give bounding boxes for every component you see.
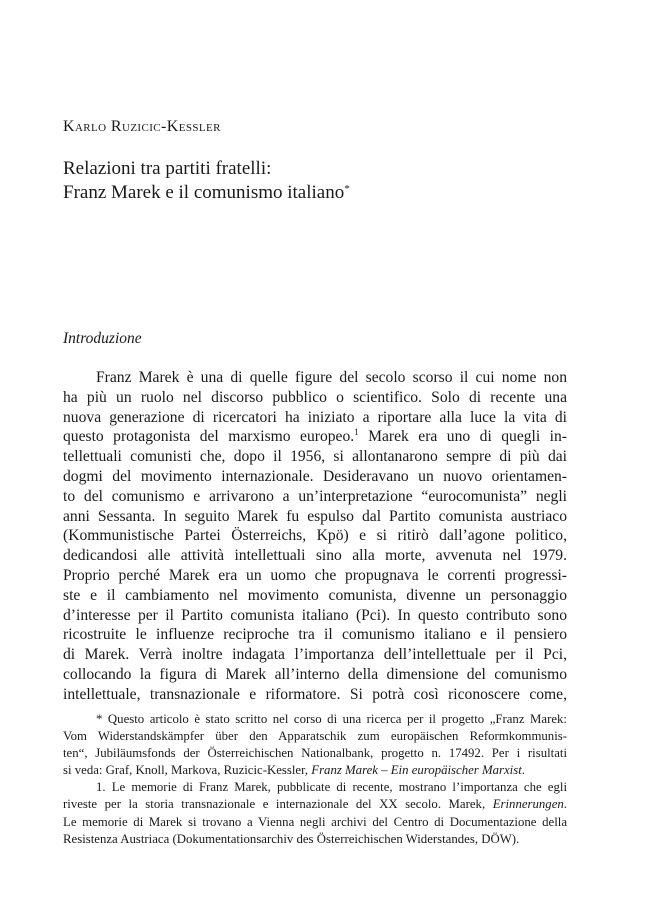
body-line: intellettuale, transnazionale e riformatore. Si potrà così riconoscere come,	[63, 685, 567, 703]
body-line: ha più un ruolo nel discorso pubblico o scientifico. Solo di recente una	[63, 388, 567, 406]
body-line-text: questo protagonista del marxismo europeo.	[63, 428, 355, 446]
body-line: to del comunismo e arrivarono a un’interpretazione “eurocomunista” negli	[63, 487, 567, 505]
footnote-star-line	[63, 762, 567, 779]
body-line	[63, 427, 567, 447]
footnote-star-title: Franz Marek – Ein europäischer Marxist	[311, 763, 522, 778]
body-line: dedicandosi alle attività intellettuali sino alla morte, avvenuta nel 1979.	[63, 547, 567, 565]
body-line: anni Sessanta. In seguito Marek fu espulso dal Partito comunista austriaco	[63, 507, 567, 525]
footnote-1-line: 1. Le memorie di Franz Marek, pubblicate di recente, mostrano l’importanza che egli	[96, 780, 567, 795]
section-heading: Introduzione	[63, 330, 142, 347]
footnote-1-title: Erinnerungen	[492, 797, 564, 812]
body-line: d’interesse per il Partito comunista italiano (Pci). In questo contributo sono	[63, 606, 567, 624]
footnote-1-line: Resistenza Austriaca (Dokumentationsarchiv des Österreichischen Widerstandes, DÖW).	[63, 831, 520, 846]
footnote-star-end: .	[521, 763, 525, 778]
body-line: Franz Marek è una di quelle figure del secolo scorso il cui nome non	[96, 369, 567, 386]
body-line: dogmi del movimento internazionale. Desideravano un nuovo orientamen-	[63, 467, 567, 485]
footnote-star-text: si veda: Graf, Knoll, Markova, Ruzicic-Kessler,	[63, 763, 312, 778]
title-line-2-text: Franz Marek e il comunismo italiano	[63, 182, 345, 203]
title-footnote-mark[interactable]: *	[344, 183, 350, 195]
title-line-2	[63, 181, 350, 205]
body-line: di Marek. Verrà inoltre indagata l’importanza dell’intellettuale per il Pci,	[63, 646, 567, 664]
footnote-ref-1[interactable]: 1	[354, 427, 359, 438]
footnote-star-line: * Questo articolo è stato scritto nel corso di una ricerca per il progetto „Franz Marek:	[96, 712, 567, 726]
footnote-star-line: ten“, Jubiläumsfonds der Österreichischen Nationalbank, progetto n. 17492. Per i risultati	[63, 746, 567, 761]
footnotes	[63, 711, 567, 848]
title-line-1: Relazioni tra partiti fratelli:	[63, 158, 272, 179]
body-line: (Kommunistische Partei Österreichs, Kpö) e si ritirò dall’agone politico,	[63, 527, 567, 545]
author-name: Karlo Ruzicic-Kessler	[63, 118, 221, 135]
body-line: nuova generazione di ricercatori ha iniziato a riportare alla luce la vita di	[63, 408, 567, 426]
footnote-star-line: Vom Widerstandskämpfer über den Apparatschik zum europäischen Reformkommunis-	[63, 729, 567, 744]
body-text	[63, 368, 567, 705]
body-line: Proprio perché Marek era un uomo che propugnava le correnti progressi-	[63, 566, 567, 584]
footnote-1-text: riveste per la storia transnazionale e internazionale del XX secolo. Marek,	[63, 797, 493, 812]
body-line: ste e il cambiamento nel movimento comunista, divenne un personaggio	[63, 586, 567, 604]
footnote-1-after: .	[563, 797, 567, 812]
footnote-1-line	[63, 796, 567, 813]
body-line: ricostruite le influenze reciproche tra il comunismo italiano e il pensiero	[63, 626, 567, 644]
body-line-tail: Marek era uno di quegli in-	[358, 428, 567, 446]
article-title	[63, 157, 350, 205]
body-line: tellettuali comunisti che, dopo il 1956, si allontanarono sempre di più dai	[63, 448, 567, 466]
footnote-1-line: Le memorie di Marek si trovano a Vienna negli archivi del Centro di Documentazione della	[63, 814, 567, 829]
body-line: collocando la figura di Marek all’interno della dimensione del comunismo	[63, 665, 567, 683]
